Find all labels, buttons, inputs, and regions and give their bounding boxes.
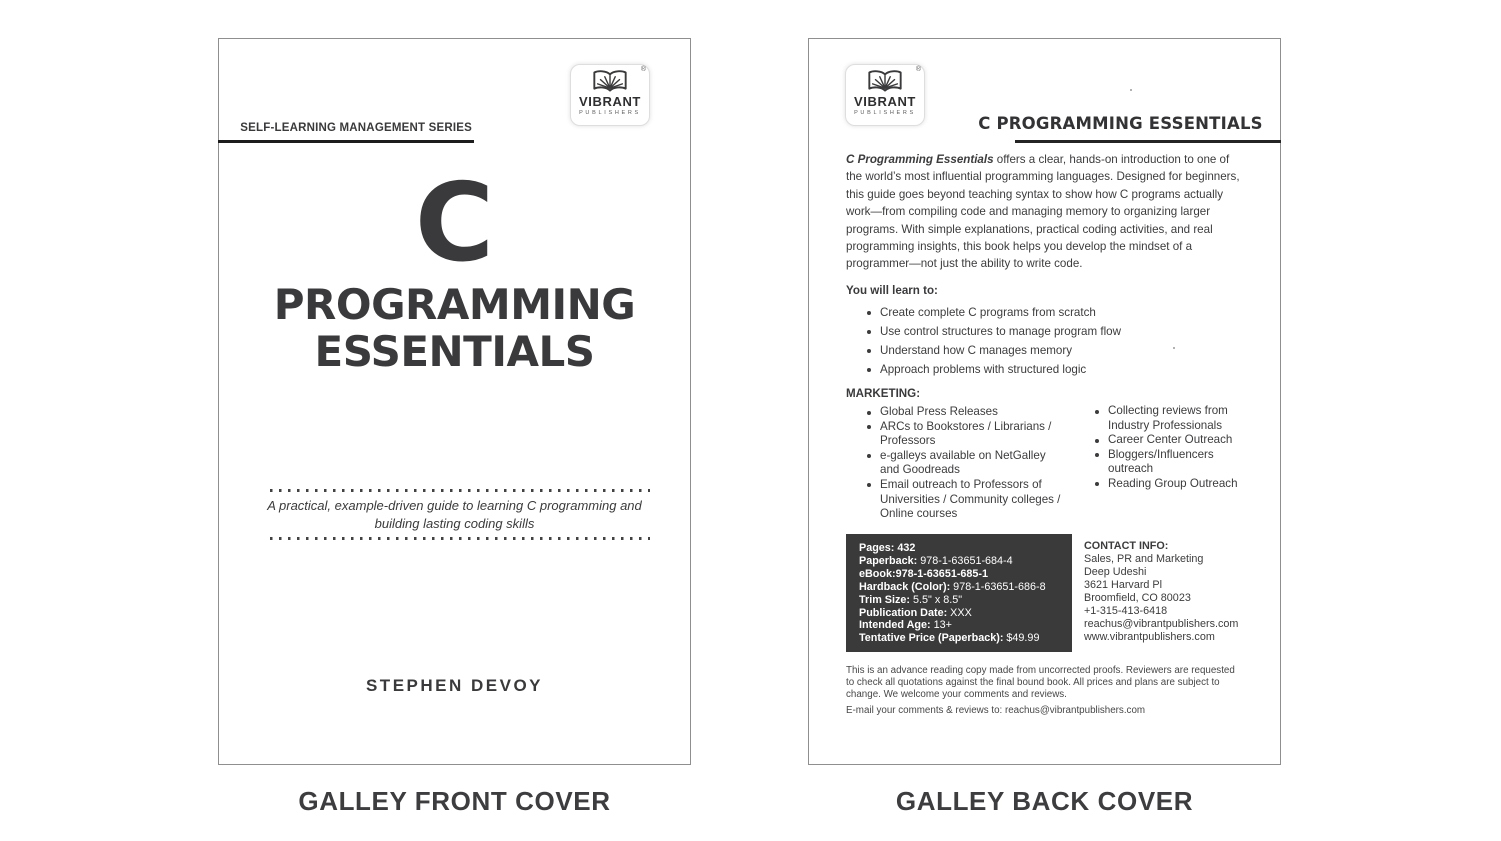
list-item — [1095, 448, 1247, 477]
series-underline — [218, 140, 474, 143]
contact-line: +1-315-413-6418 — [1084, 605, 1168, 617]
author-name: STEPHEN DEVOY — [365, 676, 544, 695]
contact-lines — [1084, 553, 1238, 644]
list-item — [1095, 404, 1247, 433]
tagline-line2: building lasting coding skills — [374, 516, 535, 531]
contact-heading: CONTACT INFO: — [1084, 540, 1169, 552]
open-book-icon — [866, 68, 904, 95]
spec-label: Trim Size: — [859, 593, 911, 606]
list-item — [867, 303, 1207, 322]
list-item-text: Understand how C manages memory — [880, 344, 1073, 357]
spec-row — [859, 581, 1066, 594]
spec-label: Pages: 432 — [859, 542, 916, 554]
front-cover-page — [218, 38, 691, 765]
cover-title-line1: PROGRAMMING — [273, 280, 636, 329]
spec-value: 13+ — [930, 619, 952, 632]
contact-line: 3621 Harvard Pl — [1084, 579, 1163, 591]
dotted-divider-top — [270, 489, 650, 492]
list-item — [867, 420, 1062, 449]
back-cover-caption: GALLEY BACK COVER — [895, 786, 1194, 816]
bullet-icon — [867, 425, 871, 429]
list-item-text: Reading Group Outreach — [1108, 476, 1238, 490]
back-cover-title: C PROGRAMMING ESSENTIALS — [978, 114, 1263, 133]
list-item — [867, 322, 1207, 341]
bullet-icon — [1095, 482, 1099, 486]
back-cover-page — [808, 38, 1281, 765]
spec-row — [859, 594, 1066, 607]
bullet-icon — [867, 483, 871, 487]
cover-title-letter: C — [414, 161, 495, 286]
email-feedback-note: E-mail your comments & reviews to: reachus@vibrantpublishers.com — [846, 705, 1146, 716]
spec-value: XXX — [947, 606, 972, 619]
spec-label: Publication Date: — [859, 606, 948, 619]
bullet-icon — [867, 454, 871, 458]
marketing-section-heading: MARKETING: — [846, 387, 921, 400]
list-item — [867, 449, 1062, 478]
list-item — [1095, 433, 1247, 448]
advance-copy-disclaimer: This is an advance reading copy made from uncorrected proofs. Reviewers are requested to check all quotations against the final bound book. All prices and plans are subject to change. We welcome your comments and reviews. — [846, 665, 1235, 700]
print-artifact-dot — [1173, 347, 1175, 349]
spec-value: 5.5" x 8.5" — [910, 593, 963, 606]
front-cover-caption: GALLEY FRONT COVER — [298, 786, 611, 816]
spec-row — [859, 568, 1066, 581]
spec-label: Paperback: — [859, 554, 918, 567]
book-description — [846, 151, 1244, 273]
list-item-text: Email outreach to Professors of Universities / Community colleges / Online courses — [880, 477, 1061, 521]
spec-row — [859, 607, 1066, 620]
spec-value: 978-1-63651-684-4 — [917, 554, 1013, 567]
spec-value: $49.99 — [1003, 632, 1040, 645]
list-item-text: e-galleys available on NetGalley and Goodreads — [880, 448, 1046, 477]
list-item — [867, 478, 1062, 522]
bullet-icon — [867, 311, 871, 315]
bullet-icon — [867, 411, 871, 415]
spec-row — [859, 619, 1066, 632]
bullet-icon — [867, 330, 871, 334]
logo-brand-subtitle: PUBLISHERS — [854, 110, 916, 116]
spec-row — [859, 555, 1066, 568]
description-text: offers a clear, hands-on introduction to one of the world’s most influential programming languages. Designed for beginners, this guide goes beyond teaching syntax to show how C programs actually work—from compiling code and managing memory to organizing larger programs. With simple explanations, practical coding activities, and real programming insights, this book helps you develop the mindset of a programmer—not just the ability to write code. — [846, 153, 1240, 271]
contact-line: reachus@vibrantpublishers.com — [1084, 618, 1239, 630]
contact-line: www.vibrantpublishers.com — [1084, 631, 1215, 643]
print-artifact-dot — [1130, 89, 1132, 91]
spec-label: Hardback (Color): — [859, 580, 951, 593]
logo-brand-name: VIBRANT — [854, 94, 916, 109]
list-item — [867, 405, 1062, 420]
bullet-icon — [867, 368, 871, 372]
spec-row — [859, 542, 1066, 555]
list-item — [867, 360, 1207, 379]
spec-label: Intended Age: — [859, 619, 931, 632]
dotted-divider-bottom — [270, 537, 650, 540]
spec-row — [859, 632, 1066, 645]
tagline-line1: A practical, example-driven guide to learning C programming and — [267, 498, 642, 513]
marketing-bullet-list-right — [1095, 404, 1247, 492]
book-title-emphasis: C Programming Essentials — [846, 153, 994, 166]
list-item-text: Use control structures to manage program flow — [880, 325, 1121, 338]
cover-title-line2: ESSENTIALS — [314, 327, 595, 376]
logo-brand-name: VIBRANT — [579, 94, 641, 109]
list-item-text: Create complete C programs from scratch — [880, 306, 1096, 319]
list-item-text: ARCs to Bookstores / Librarians / Professors — [880, 419, 1052, 448]
back-title-underline — [1015, 140, 1281, 143]
vibrant-publishers-logo — [570, 64, 650, 126]
list-item-text: Career Center Outreach — [1108, 433, 1233, 447]
series-title: SELF-LEARNING MANAGEMENT SERIES — [240, 122, 472, 134]
cover-tagline — [239, 497, 670, 533]
list-item — [1095, 477, 1247, 492]
registered-trademark-icon: ® — [915, 66, 921, 73]
list-item-text: Global Press Releases — [880, 405, 998, 418]
contact-line: Sales, PR and Marketing — [1084, 553, 1204, 565]
open-book-icon — [591, 68, 629, 95]
bullet-icon — [1095, 453, 1099, 457]
registered-trademark-icon: ® — [640, 66, 646, 73]
contact-line: Broomfield, CO 80023 — [1084, 592, 1191, 604]
book-specs-panel — [846, 534, 1072, 652]
logo-brand-subtitle: PUBLISHERS — [579, 110, 641, 116]
list-item-text: Bloggers/Influencers outreach — [1108, 447, 1214, 476]
spec-value: 978-1-63651-686-8 — [950, 580, 1046, 593]
contact-info-block — [1084, 540, 1238, 644]
vibrant-publishers-logo — [845, 64, 925, 126]
marketing-bullet-list-left — [867, 405, 1062, 522]
bullet-icon — [1095, 410, 1099, 414]
spec-label: eBook:978-1-63651-685-1 — [859, 567, 989, 580]
list-item-text: Collecting reviews from Industry Professionals — [1108, 404, 1228, 432]
list-item-text: Approach problems with structured logic — [880, 363, 1087, 376]
list-item — [867, 341, 1207, 360]
spec-label: Tentative Price (Paperback): — [859, 632, 1004, 645]
contact-line: Deep Udeshi — [1084, 566, 1147, 578]
learn-bullet-list — [867, 303, 1207, 379]
bullet-icon — [867, 349, 871, 353]
learn-section-heading: You will learn to: — [846, 284, 938, 297]
bullet-icon — [1095, 439, 1099, 443]
